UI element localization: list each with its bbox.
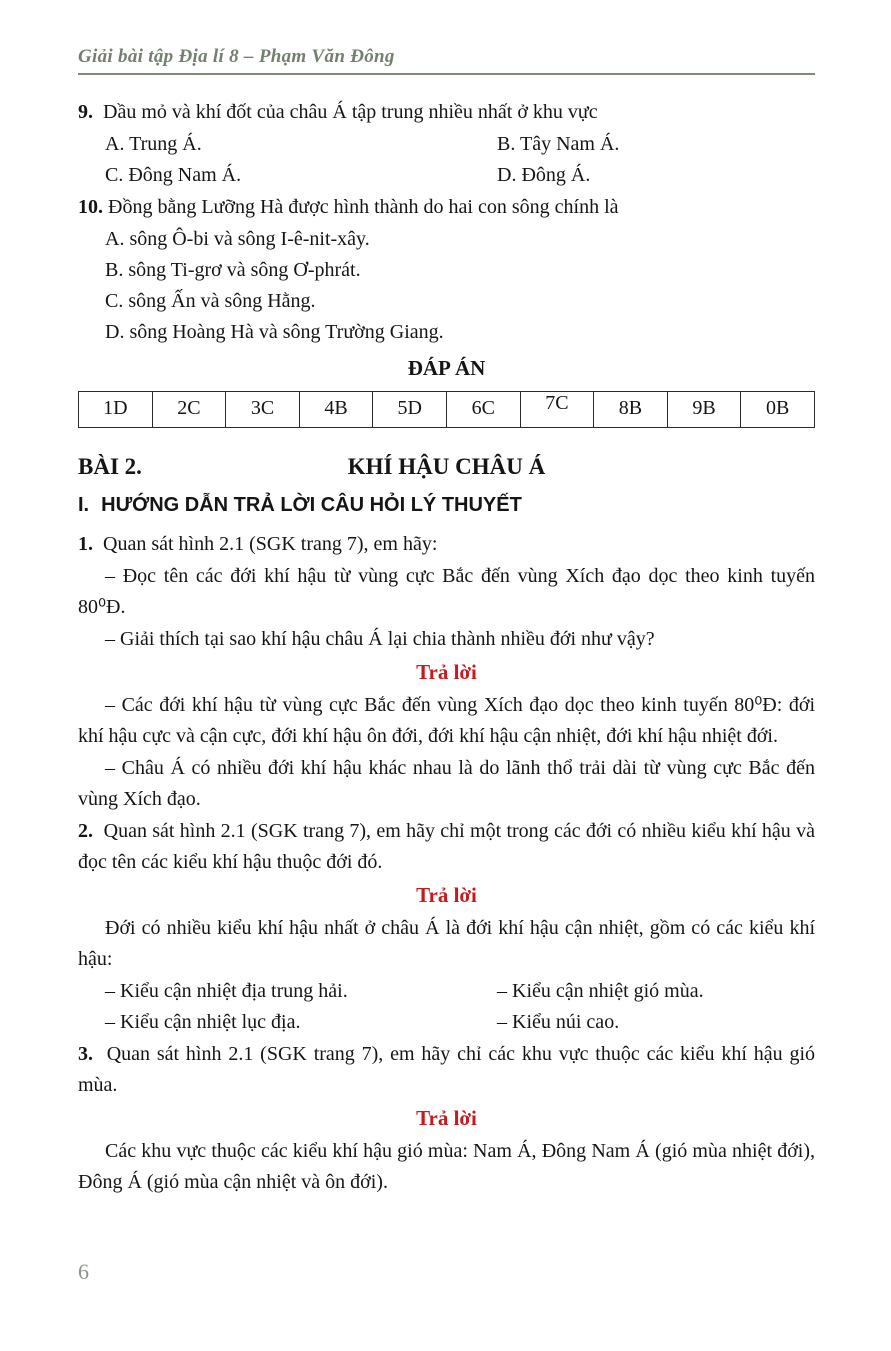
q10-option-c: C. sông Ấn và sông Hằng. [105, 290, 316, 312]
climate-type-item: – Kiểu cận nhiệt lục địa. [105, 1011, 301, 1033]
lesson-title: KHÍ HẬU CHÂU Á [347, 454, 546, 479]
climate-type-item: – Kiểu núi cao. [497, 1011, 620, 1033]
answer-heading-3: Trả lời [416, 1106, 477, 1130]
running-header [78, 46, 815, 75]
answer-key-title: ĐÁP ÁN [407, 356, 486, 380]
question-9-number: 9. [78, 101, 93, 123]
q9-option-b: B. Tây Nam Á. [497, 133, 620, 155]
answer-cell-4: 4B [300, 392, 374, 427]
answer-heading-2: Trả lời [416, 883, 477, 907]
section-title: HƯỚNG DẪN TRẢ LỜI CÂU HỎI LÝ THUYẾT [101, 494, 522, 516]
answer-cell-2: 2C [153, 392, 227, 427]
section-label: I. [78, 494, 90, 516]
answer-key-table [78, 391, 815, 428]
answer-cell-10: 0B [765, 397, 790, 419]
question-9 [78, 97, 815, 128]
answer-2-intro: Đới có nhiều kiểu khí hậu nhất ở châu Á là đới khí hậu cận nhiệt, gồm có các kiểu khí hậu: [78, 917, 815, 970]
answer-cell-5: 5D [373, 392, 447, 427]
answer-2-list [78, 976, 815, 1038]
answer-1-paragraph-2: – Châu Á có nhiều đới khí hậu khác nhau là do lãnh thổ trải dài từ vùng cực Bắc đến vùng Xích đạo. [78, 757, 815, 810]
q10-option-a: A. sông Ô-bi và sông I-ê-nit-xây. [105, 228, 370, 250]
section-heading [78, 494, 815, 517]
q10-option-b: B. sông Ti-grơ và sông Ơ-phrát. [105, 259, 361, 281]
book-title: Giải bài tập Địa lí 8 – Phạm Văn Đông [78, 46, 395, 67]
question-1-number: 1. [78, 533, 93, 555]
answer-cell-7: 7C [521, 392, 595, 427]
answer-3-paragraph: Các khu vực thuộc các kiểu khí hậu gió mùa: Nam Á, Đông Nam Á (gió mùa nhiệt đới), Đông Á (gió mùa cận nhiệt và ôn đới). [78, 1140, 815, 1193]
question-9-options [78, 129, 815, 191]
answer-cell-3: 3C [226, 392, 300, 427]
question-2-number: 2. [78, 820, 93, 842]
q9-option-c: C. Đông Nam Á. [105, 164, 242, 186]
answer-heading-1: Trả lời [416, 660, 477, 684]
question-10-text: Đồng bằng Lưỡng Hà được hình thành do hai con sông chính là [108, 196, 619, 218]
question-3-text: Quan sát hình 2.1 (SGK trang 7), em hãy chỉ các khu vực thuộc các kiểu khí hậu gió mùa. [78, 1043, 816, 1096]
question-10 [78, 192, 815, 223]
question-9-text: Dầu mỏ và khí đốt của châu Á tập trung nhiều nhất ở khu vực [103, 101, 598, 123]
climate-type-item: – Kiểu cận nhiệt gió mùa. [497, 980, 704, 1002]
page-number: 6 [78, 1259, 89, 1284]
q9-option-d: D. Đông Á. [497, 164, 591, 186]
question-1-bullet-1: – Đọc tên các đới khí hậu từ vùng cực Bắc đến vùng Xích đạo dọc theo kinh tuyến 80⁰Đ. [78, 565, 815, 618]
question-10-number: 10. [78, 196, 103, 218]
question-3-number: 3. [78, 1043, 93, 1065]
climate-type-item: – Kiểu cận nhiệt địa trung hải. [105, 980, 348, 1002]
question-10-options [78, 224, 815, 348]
question-2 [78, 816, 815, 878]
q10-option-d: D. sông Hoàng Hà và sông Trường Giang. [105, 321, 444, 343]
question-2-text: Quan sát hình 2.1 (SGK trang 7), em hãy chỉ một trong các đới có nhiều kiểu khí hậu và đọc tên các kiểu khí hậu thuộc đới đó. [78, 820, 816, 873]
q9-option-a: A. Trung Á. [105, 133, 202, 155]
lesson-heading [78, 454, 815, 480]
answer-cell-6: 6C [447, 392, 521, 427]
answer-cell-9: 9B [668, 392, 742, 427]
answer-1-paragraph-1: – Các đới khí hậu từ vùng cực Bắc đến vùng Xích đạo dọc theo kinh tuyến 80⁰Đ: đới khí hậu cực và cận cực, đới khí hậu ôn đới, đới khí hậu cận nhiệt, đới khí hậu nhiệt đới. [78, 694, 815, 747]
question-1 [78, 529, 815, 560]
answer-cell-8: 8B [594, 392, 668, 427]
question-3 [78, 1039, 815, 1101]
answer-cell-1: 1D [79, 392, 153, 427]
question-1-bullet-2: – Giải thích tại sao khí hậu châu Á lại chia thành nhiều đới như vậy? [105, 628, 655, 650]
question-1-text: Quan sát hình 2.1 (SGK trang 7), em hãy: [103, 533, 438, 555]
lesson-label: BÀI 2. [78, 454, 142, 479]
